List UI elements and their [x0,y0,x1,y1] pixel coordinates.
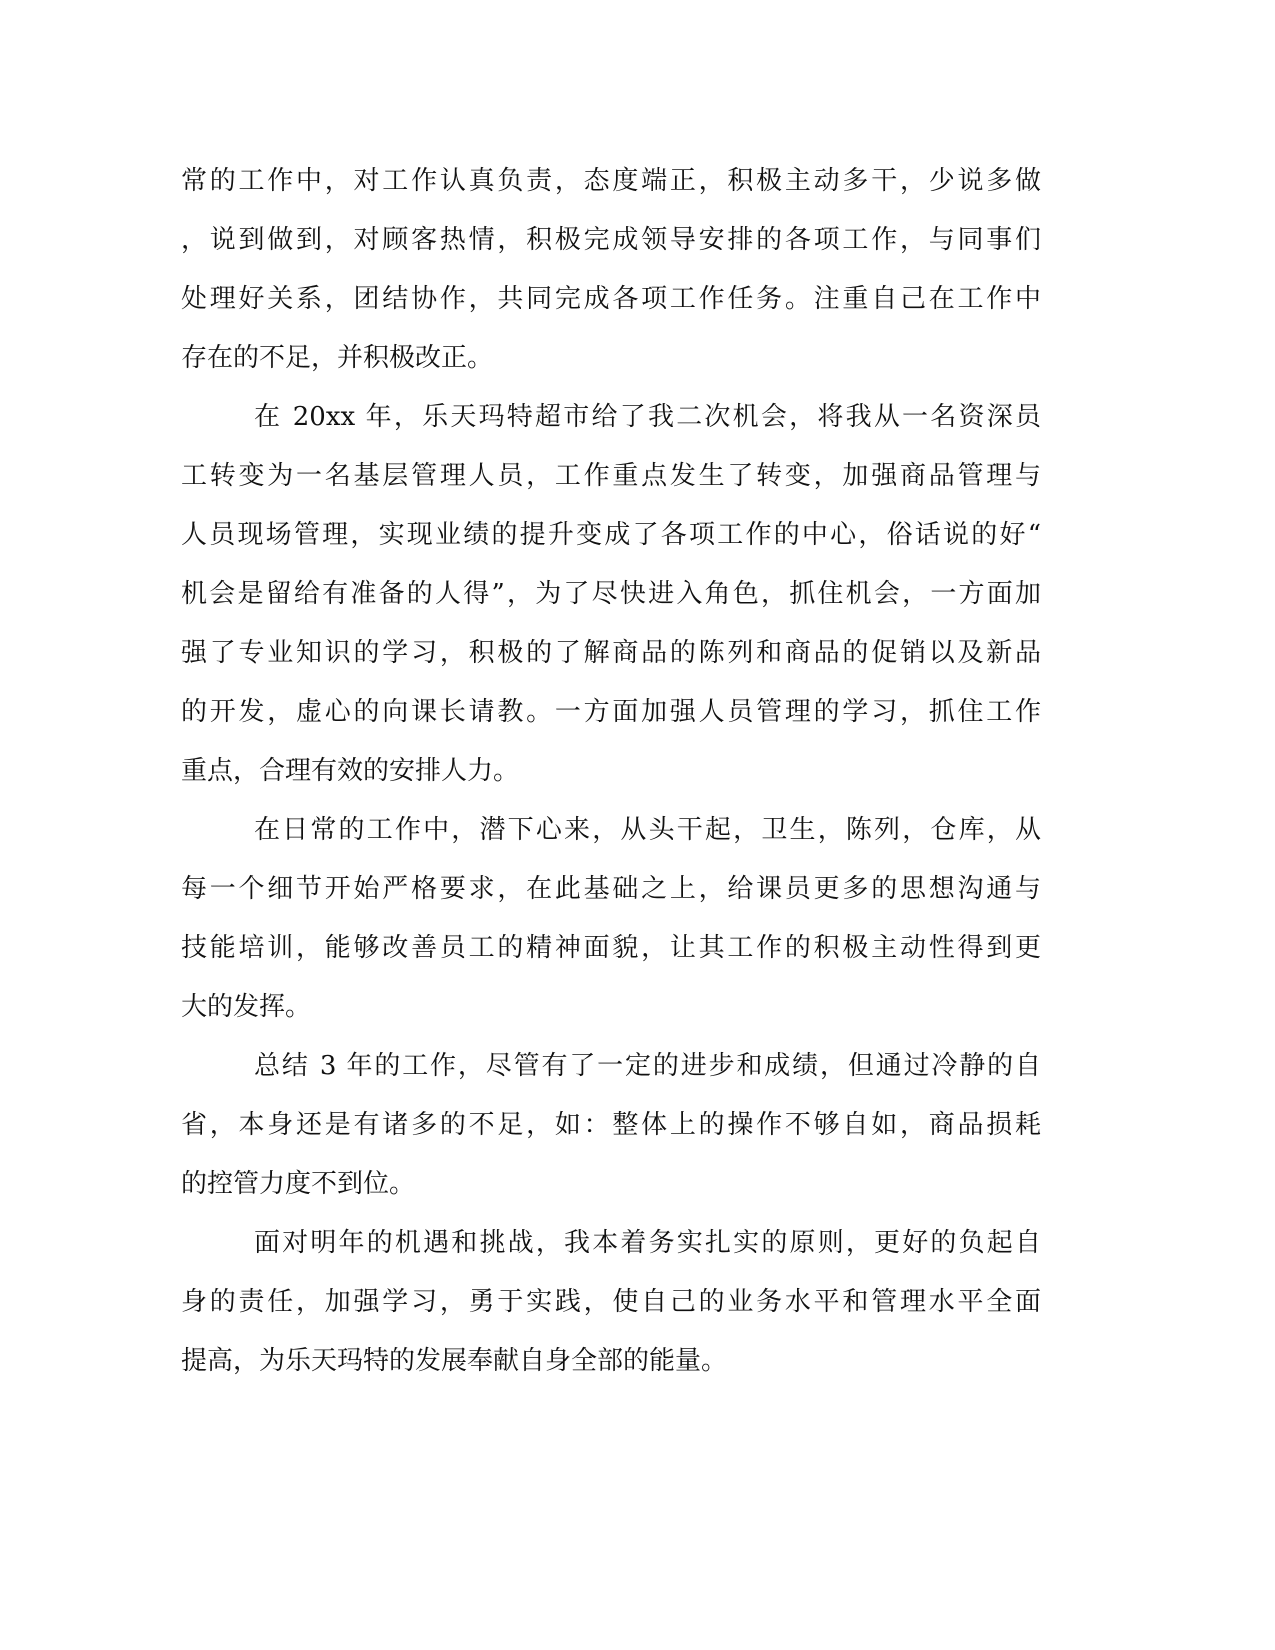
text-line: 人员现场管理，实现业绩的提升变成了各项工作的中心，俗话说的好“ [181,520,1041,550]
text-line: 提高，为乐天玛特的发展奉献自身全部的能量。 [181,1346,728,1376]
text-line: 强了专业知识的学习，积极的了解商品的陈列和商品的促销以及新品 [181,638,1041,668]
paragraph-3 [181,809,1041,1045]
text-line: 存在的不足，并积极改正。 [181,343,494,373]
text-line: 每一个细节开始严格要求，在此基础之上，给课员更多的思想沟通与 [181,874,1041,904]
paragraph-1 [181,160,1041,396]
text-line: 总结 3 年的工作，尽管有了一定的进步和成绩，但通过冷静的自 [254,1051,1041,1081]
text-line: 在 20xx 年，乐天玛特超市给了我二次机会，将我从一名资深员 [254,402,1041,432]
text-line: 省，本身还是有诸多的不足，如：整体上的操作不够自如，商品损耗 [181,1110,1041,1140]
text-line: 大的发挥。 [181,992,312,1022]
document-body [181,160,1041,1399]
text-line: 常的工作中，对工作认真负责，态度端正，积极主动多干，少说多做 [181,166,1041,196]
text-line: 重点，合理有效的安排人力。 [181,756,520,786]
text-line: 身的责任，加强学习，勇于实践，使自己的业务水平和管理水平全面 [181,1287,1041,1317]
text-line: 在日常的工作中，潜下心来，从头干起，卫生，陈列，仓库，从 [254,815,1041,845]
paragraph-4 [181,1045,1041,1222]
text-line: 工转变为一名基层管理人员，工作重点发生了转变，加强商品管理与 [181,461,1041,491]
text-line: 处理好关系，团结协作，共同完成各项工作任务。注重自己在工作中 [181,284,1041,314]
text-line: 面对明年的机遇和挑战，我本着务实扎实的原则，更好的负起自 [254,1228,1041,1258]
text-line: 的开发，虚心的向课长请教。一方面加强人员管理的学习，抓住工作 [181,697,1041,727]
text-line: 机会是留给有准备的人得”，为了尽快进入角色，抓住机会，一方面加 [181,579,1041,609]
text-line: 的控管力度不到位。 [181,1169,416,1199]
paragraph-5 [181,1222,1041,1399]
paragraph-2 [181,396,1041,809]
text-line: ，说到做到，对顾客热情，积极完成领导安排的各项工作，与同事们 [181,225,1041,255]
text-line: 技能培训，能够改善员工的精神面貌，让其工作的积极主动性得到更 [181,933,1041,963]
